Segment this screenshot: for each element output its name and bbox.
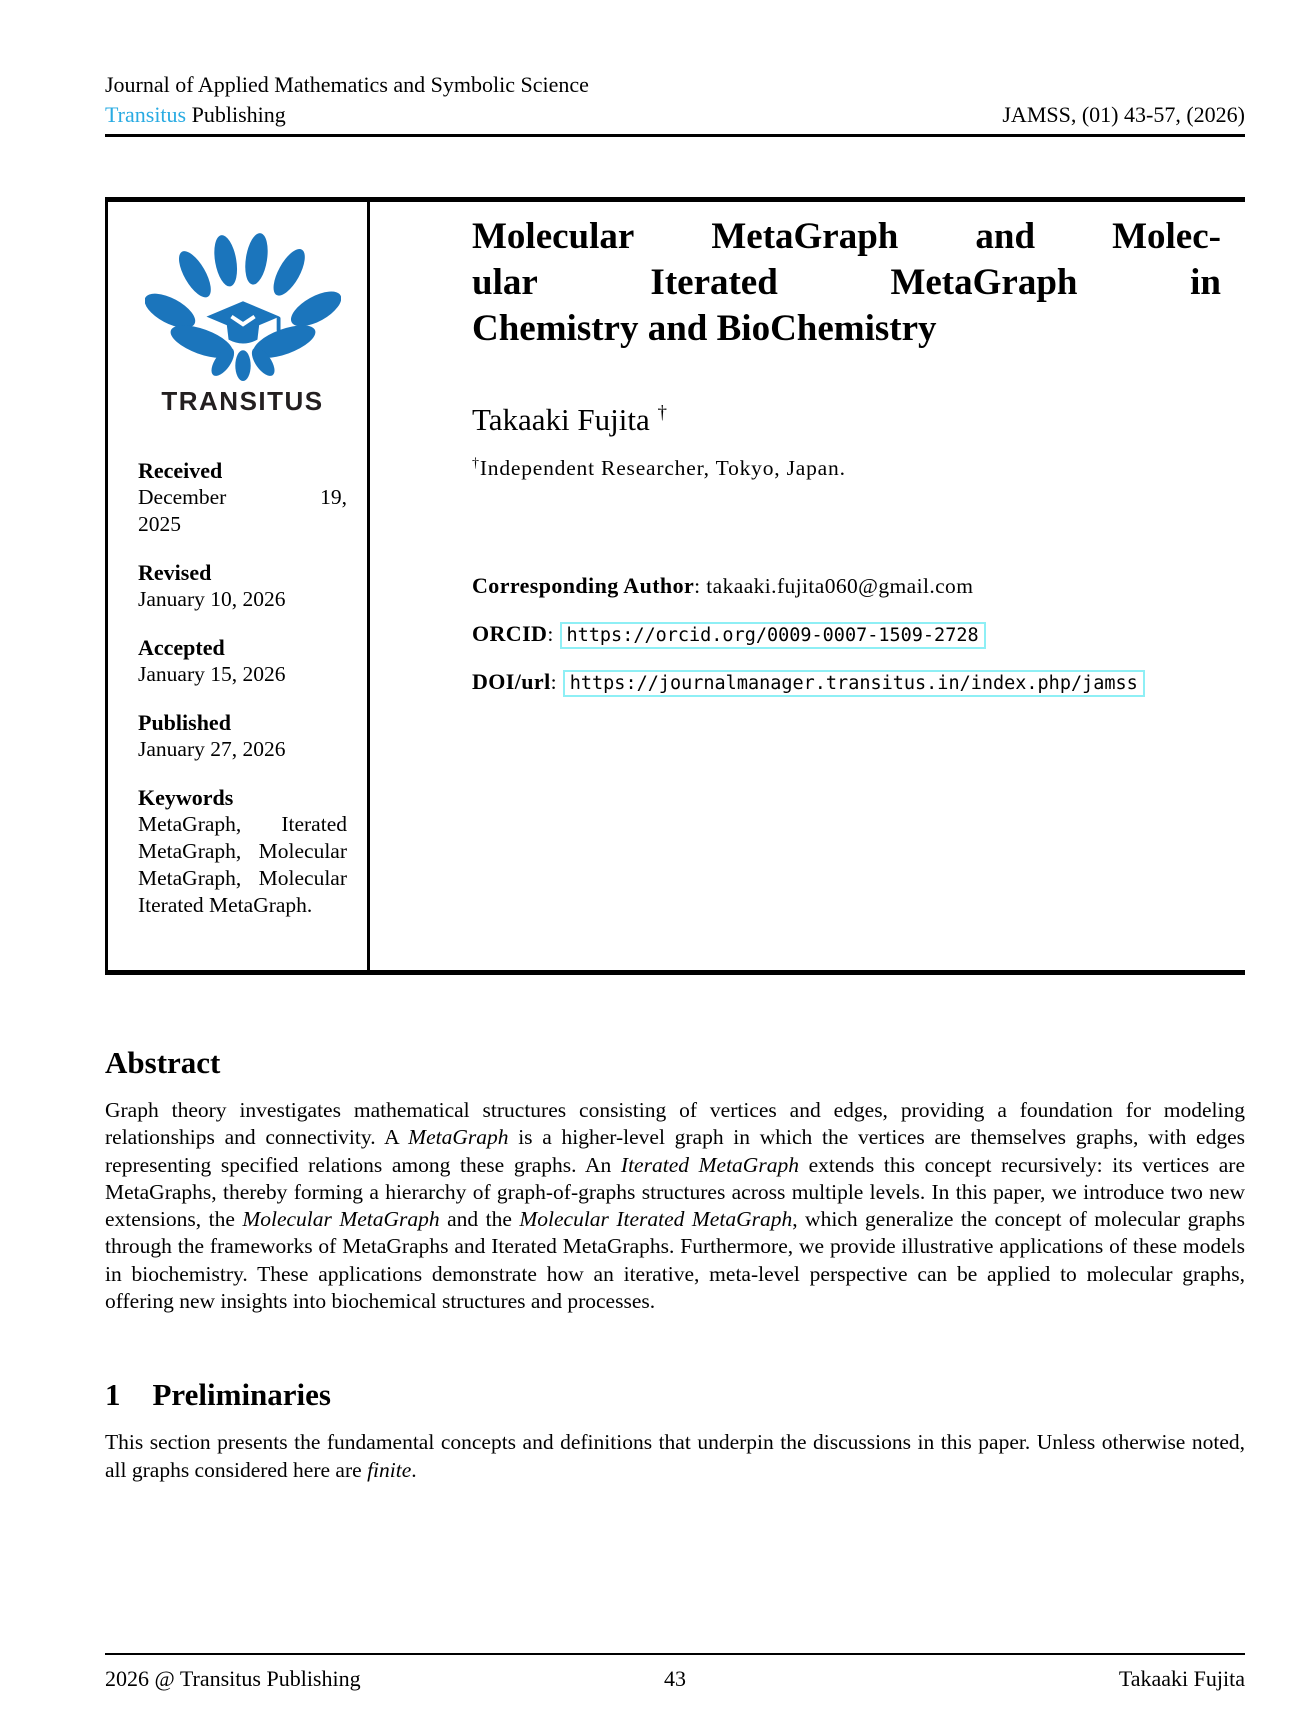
header-rule: [105, 134, 1245, 137]
section-title: Preliminaries: [152, 1377, 331, 1413]
page-header: [105, 0, 1245, 137]
received-label: Received: [138, 458, 223, 483]
received-month: December: [138, 485, 227, 509]
author-line: [472, 402, 1221, 438]
corresponding-author-line: [472, 573, 1221, 599]
author-name: Takaaki Fujita: [472, 402, 650, 437]
metadata-column: [108, 202, 370, 970]
orcid-label: ORCID: [472, 621, 548, 647]
contact-block: [472, 573, 1221, 695]
title-column: [370, 202, 1245, 970]
paper-page: [105, 0, 1245, 1484]
revised-label: Revised: [138, 560, 212, 585]
doi-label: DOI/url: [472, 669, 551, 695]
section-1-text: This section presents the fundamental concepts and definitions that underpin the discussions in this paper. Unless otherwise noted, all graphs considered here are finite.: [105, 1430, 1245, 1482]
received-date-line2: 2025: [138, 512, 181, 536]
label-separator: :: [547, 622, 560, 647]
received-day: 19,: [320, 485, 347, 509]
corresponding-author-label: Corresponding Author: [472, 573, 695, 599]
received-date-line1: [138, 484, 347, 511]
dagger-superscript: †: [657, 402, 668, 424]
abstract-text: Graph theory investigates mathematical structures consisting of vertices and edges, providing a foundation for modeling relationships and connectivity. A MetaGraph is a higher-level graph in which the vertices are themselves graphs, with edges representing specified relations among these graphs. An Iterated MetaGraph extends this concept recursively: its vertices are MetaGraphs, thereby forming a hierarchy of graph-of-graphs structures across multiple levels. In this paper, we introduce two new extensions, the Molecular MetaGraph and the Molecular Iterated MetaGraph, which generalize the concept of molecular graphs through the frameworks of MetaGraphs and Iterated MetaGraphs. Furthermore, we provide illustrative applications of these models in biochemistry. These applications demonstrate how an iterative, meta-level perspective can be applied to molecular graphs, offering new insights into biochemical structures and processes.: [105, 1098, 1245, 1314]
publisher-rest: Publishing: [186, 102, 286, 127]
paper-title: Molecular MetaGraph and Molec- ular Iterated MetaGraph in Chemistry and BioChemistry: [472, 216, 1221, 349]
journal-name: Journal of Applied Mathematics and Symbolic Science: [105, 72, 589, 97]
publisher-brand: Transitus: [105, 102, 187, 127]
keywords-list: MetaGraph, Iterated MetaGraph, Molecular MetaGraph, Molecular Iterated MetaGraph.: [138, 812, 347, 917]
revised-date: January 10, 2026: [138, 587, 286, 611]
section-number: 1: [105, 1377, 121, 1413]
accepted-date: January 15, 2026: [138, 662, 286, 686]
label-separator: :: [694, 574, 707, 599]
page-number: 43: [664, 1666, 686, 1691]
corresponding-author-email[interactable]: takaaki.fujita060@gmail.com: [706, 574, 974, 599]
published-label: Published: [138, 710, 231, 735]
keywords-group: [138, 784, 347, 919]
doi-link[interactable]: https://journalmanager.transitus.in/index.php/jamss: [563, 670, 1145, 697]
publisher-logo: [138, 230, 347, 417]
accepted-group: [138, 634, 347, 688]
affiliation-line: [472, 456, 1221, 481]
laurel-graduation-cap-icon: [145, 230, 341, 382]
title-info-box: [105, 197, 1245, 975]
publisher-line: [105, 100, 286, 130]
received-group: [138, 457, 347, 538]
page-footer: [105, 1653, 1245, 1692]
revised-group: [138, 559, 347, 613]
abstract-heading: Abstract: [105, 1045, 221, 1080]
accepted-label: Accepted: [138, 635, 225, 660]
article-metadata: [138, 457, 347, 919]
section-1-heading: [105, 1377, 1245, 1413]
published-date: January 27, 2026: [138, 737, 286, 761]
logo-wordmark: TRANSITUS: [161, 386, 324, 416]
issue-info: JAMSS, (01) 43-57, (2026): [1002, 102, 1245, 127]
affiliation-text: Independent Researcher, Tokyo, Japan.: [479, 456, 846, 481]
header-line-2: [105, 100, 1245, 130]
orcid-link[interactable]: https://orcid.org/0009-0007-1509-2728: [560, 622, 986, 649]
published-group: [138, 709, 347, 763]
footer-author: Takaaki Fujita: [1118, 1666, 1245, 1691]
keywords-label: Keywords: [138, 785, 234, 810]
dagger-superscript: †: [472, 456, 480, 471]
footer-copyright: 2026 @ Transitus Publishing: [105, 1666, 361, 1691]
doi-line: [472, 669, 1221, 695]
orcid-line: [472, 621, 1221, 647]
label-separator: :: [550, 670, 563, 695]
